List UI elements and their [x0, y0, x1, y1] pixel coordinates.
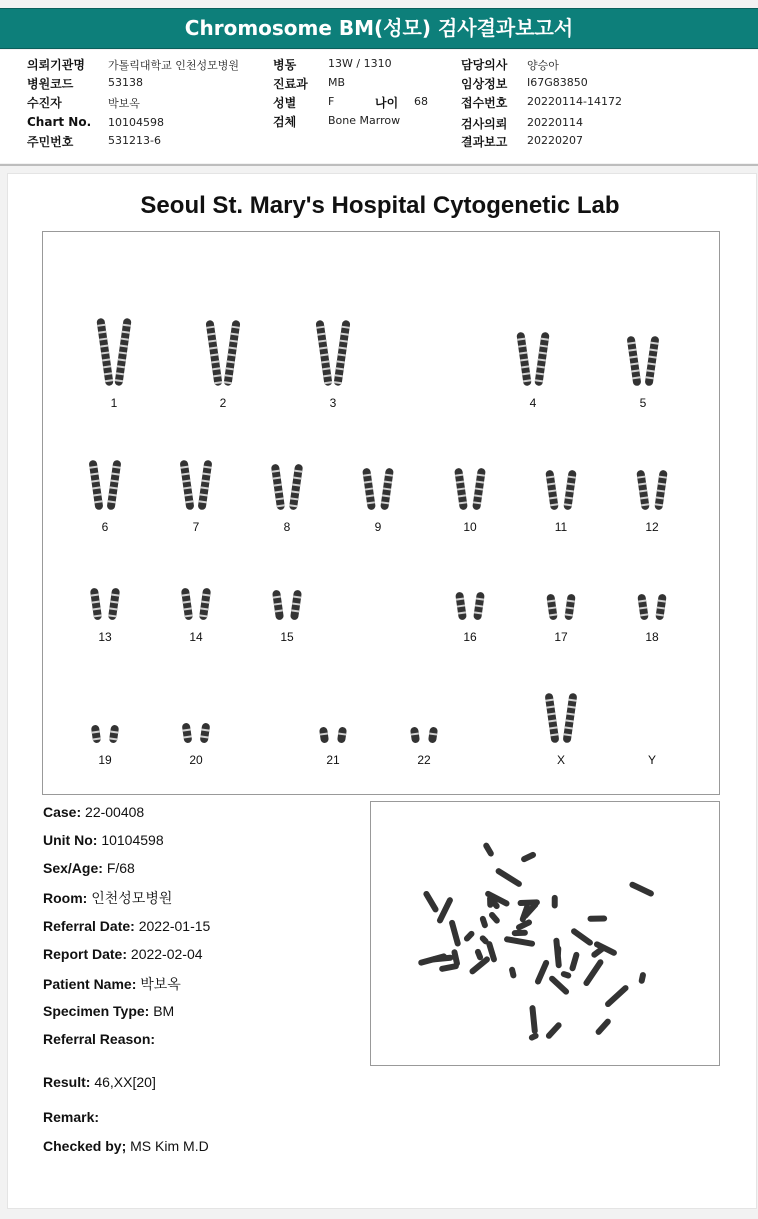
chromosome-8 [289, 464, 303, 511]
info-value-hospital-code: 53138 [108, 76, 143, 89]
metaphase-chromosome [545, 1021, 563, 1040]
info-label-clinical-info: 임상정보 [461, 77, 508, 91]
info-label-age: 나이 [375, 96, 399, 110]
karyogram-image [42, 231, 720, 795]
chromosome-20 [182, 723, 193, 744]
chromosome-21 [337, 727, 347, 744]
chromosome-5 [645, 336, 660, 387]
chromosome-5 [627, 336, 642, 387]
chromosome-label-7: 7 [192, 520, 200, 534]
metaphase-chromosome [594, 1017, 612, 1036]
result-label: Result: [43, 1074, 91, 1090]
info-value-specimen: Bone Marrow [328, 114, 401, 127]
info-label-institution: 의뢰기관명 [27, 58, 85, 72]
chromosome-18 [637, 594, 649, 621]
metaphase-chromosome [587, 915, 607, 921]
info-label-test-request: 검사의뢰 [461, 117, 508, 131]
metaphase-chromosome [560, 970, 572, 979]
chromosome-2 [223, 320, 240, 386]
referral-reason-label: Referral Reason: [43, 1031, 156, 1047]
chromosome-16 [455, 592, 467, 621]
room-value: 인천성모병원 [91, 890, 173, 906]
chromosome-label-15: 15 [280, 630, 294, 644]
metaphase-chromosome [638, 972, 646, 985]
chromosome-label-21: 21 [326, 753, 340, 767]
metaphase-chromosome [494, 867, 523, 888]
result-line [43, 1074, 156, 1090]
patient-info-panel [0, 50, 758, 163]
case-value: 22-00408 [85, 804, 145, 820]
lab-title: Seoul St. Mary's Hospital Cytogenetic Lab [140, 192, 620, 219]
chromosome-label-16: 16 [463, 630, 477, 644]
specimen-type-label: Specimen Type: [43, 1003, 150, 1019]
chromosome-3 [315, 320, 332, 386]
chromosome-label-5: 5 [639, 396, 647, 410]
metaphase-chromosome [604, 984, 630, 1008]
chromosome-2 [205, 320, 222, 386]
chromosome-label-20: 20 [189, 753, 203, 767]
chromosome-label-19: 19 [98, 753, 112, 767]
chromosome-20 [200, 723, 211, 744]
report-title: Chromosome BM(성모) 검사결과보고서 [0, 8, 758, 49]
chromosome-3 [333, 320, 350, 386]
chromosome-label-18: 18 [645, 630, 659, 644]
metaphase-spread-image [370, 801, 720, 1066]
chromosome-19 [109, 725, 119, 744]
chromosome-13 [90, 588, 102, 621]
chromosome-1 [96, 318, 113, 386]
chromosome-label-Y: Y [647, 753, 656, 767]
info-label-hospital-code: 병원코드 [27, 77, 74, 91]
chromosome-label-4: 4 [529, 396, 537, 410]
chromosome-9 [380, 468, 394, 511]
metaphase-chromosome [534, 959, 550, 986]
metaphase-chromosome [529, 1005, 538, 1034]
metaphase-svg [371, 802, 719, 1065]
info-label-physician: 담당의사 [461, 58, 508, 72]
chromosome-12 [654, 470, 667, 511]
chromosome-X [545, 693, 560, 744]
metaphase-chromosome [418, 953, 448, 967]
metaphase-chromosome [479, 915, 489, 929]
chromosome-7 [180, 460, 195, 511]
chromosome-18 [655, 594, 667, 621]
info-value-ward: 13W / 1310 [328, 57, 392, 70]
chromosome-label-6: 6 [101, 520, 109, 534]
result-value: 46,XX[20] [94, 1074, 156, 1090]
chromosome-15 [290, 590, 302, 621]
specimen-type-value: BM [153, 1003, 175, 1019]
info-label-patient: 수진자 [27, 96, 62, 110]
info-label-resident-no: 주민번호 [27, 135, 74, 149]
metaphase-chromosome [552, 895, 558, 909]
chromosome-label-14: 14 [189, 630, 203, 644]
info-value-chart-no: 10104598 [108, 116, 164, 129]
info-value-clinical-info: I67G83850 [527, 76, 588, 89]
metaphase-chromosome [555, 945, 562, 957]
report-date-value: 2022-02-04 [130, 946, 203, 962]
metaphase-chromosome [520, 851, 537, 863]
chromosome-label-12: 12 [645, 520, 659, 534]
metaphase-chromosome [504, 936, 536, 947]
remark-line [43, 1109, 99, 1125]
chromosome-label-3: 3 [329, 396, 337, 410]
metaphase-chromosome [628, 881, 654, 898]
info-label-result-report: 결과보고 [461, 135, 508, 149]
chromosome-14 [181, 588, 193, 621]
chromosome-16 [473, 592, 485, 621]
info-label-receipt-no: 접수번호 [461, 96, 508, 110]
chromosome-label-2: 2 [219, 396, 227, 410]
sex-age-value: F/68 [106, 860, 135, 876]
referral-reason-line [43, 1031, 155, 1047]
chromosome-label-9: 9 [374, 520, 382, 534]
chromosome-label-1: 1 [110, 396, 118, 410]
metaphase-chromosome [463, 930, 476, 943]
checked-by-line [43, 1138, 209, 1154]
room-label: Room: [43, 890, 88, 906]
info-label-sex: 성별 [273, 96, 297, 110]
info-value-patient: 박보옥 [108, 97, 140, 110]
chromosome-12 [636, 470, 649, 511]
sex-age-label: Sex/Age: [43, 860, 103, 876]
chromatid [109, 725, 119, 744]
chromosome-label-10: 10 [463, 520, 477, 534]
chromosome-6 [89, 460, 104, 511]
patient-name-label: Patient Name: [43, 976, 137, 992]
checked-by-value: MS Kim M.D [130, 1138, 209, 1154]
metaphase-chromosome [569, 951, 580, 972]
chromatid [91, 725, 101, 744]
info-value-physician: 양승아 [527, 59, 559, 72]
info-value-institution: 가톨릭대학교 인천성모병원 [108, 59, 240, 72]
chromosome-label-X: X [556, 753, 565, 767]
chromosome-8 [271, 464, 285, 511]
info-label-ward: 병동 [273, 58, 297, 72]
chromosome-X [563, 693, 578, 744]
patient-name-line [43, 974, 181, 994]
chromatid [200, 723, 211, 744]
checked-by-label: Checked by; [43, 1138, 127, 1154]
karyogram-svg [43, 232, 719, 794]
metaphase-chromosome [582, 958, 604, 987]
chromosome-label-17: 17 [554, 630, 568, 644]
room-line [43, 888, 172, 908]
chromosome-19 [91, 725, 101, 744]
info-value-resident-no: 531213-6 [108, 134, 161, 147]
chromosome-17 [546, 594, 558, 621]
chromosome-10 [472, 468, 486, 511]
chromosome-6 [107, 460, 122, 511]
info-value-sex: F [328, 95, 335, 108]
info-value-test-request: 20220114 [527, 116, 583, 129]
chromosome-1 [114, 318, 131, 386]
unit-no-line [43, 832, 164, 848]
referral-date-label: Referral Date: [43, 918, 135, 934]
metaphase-chromosome [508, 966, 517, 979]
case-line [43, 804, 144, 820]
chromatid [182, 723, 193, 744]
metaphase-chromosome [487, 896, 493, 908]
metaphase-chromosome [422, 890, 439, 914]
unit-no-label: Unit No: [43, 832, 98, 848]
chromosome-label-8: 8 [283, 520, 291, 534]
chromosome-9 [362, 468, 376, 511]
chromosome-22 [428, 727, 438, 744]
unit-no-value: 10104598 [101, 832, 164, 848]
metaphase-chromosome [448, 919, 461, 947]
info-label-department: 진료과 [273, 77, 308, 91]
chromosome-14 [199, 588, 211, 621]
chromosome-10 [454, 468, 468, 511]
chromosome-11 [545, 470, 558, 511]
remark-label: Remark: [43, 1109, 100, 1125]
report-date-line [43, 946, 203, 962]
chromosome-17 [564, 594, 576, 621]
metaphase-chromosome [488, 911, 501, 925]
info-value-department: MB [328, 76, 346, 89]
metaphase-chromosome [570, 927, 594, 947]
specimen-type-line [43, 1003, 174, 1019]
chromosome-label-11: 11 [554, 520, 568, 534]
referral-date-line [43, 918, 210, 934]
metaphase-chromosome [512, 930, 528, 937]
chromosome-11 [563, 470, 576, 511]
sex-age-line [43, 860, 135, 876]
metaphase-chromosome [482, 842, 495, 858]
chromosome-label-22: 22 [417, 753, 431, 767]
patient-name-value: 박보옥 [140, 976, 181, 992]
chromosome-4 [516, 332, 531, 387]
chromosome-label-13: 13 [98, 630, 112, 644]
chromosome-15 [272, 590, 284, 621]
info-value-receipt-no: 20220114-14172 [527, 95, 622, 108]
info-value-result-report: 20220207 [527, 134, 583, 147]
info-label-chart-no: Chart No. [27, 115, 92, 129]
chromosome-7 [198, 460, 213, 511]
chromosome-21 [319, 727, 329, 744]
info-label-specimen: 검체 [273, 115, 297, 129]
case-label: Case: [43, 804, 82, 820]
chromosome-4 [534, 332, 549, 387]
referral-date-value: 2022-01-15 [138, 918, 211, 934]
chromosome-13 [108, 588, 120, 621]
section-divider [0, 164, 758, 166]
report-date-label: Report Date: [43, 946, 128, 962]
chromosome-22 [410, 727, 420, 744]
info-value-age: 68 [414, 95, 428, 108]
